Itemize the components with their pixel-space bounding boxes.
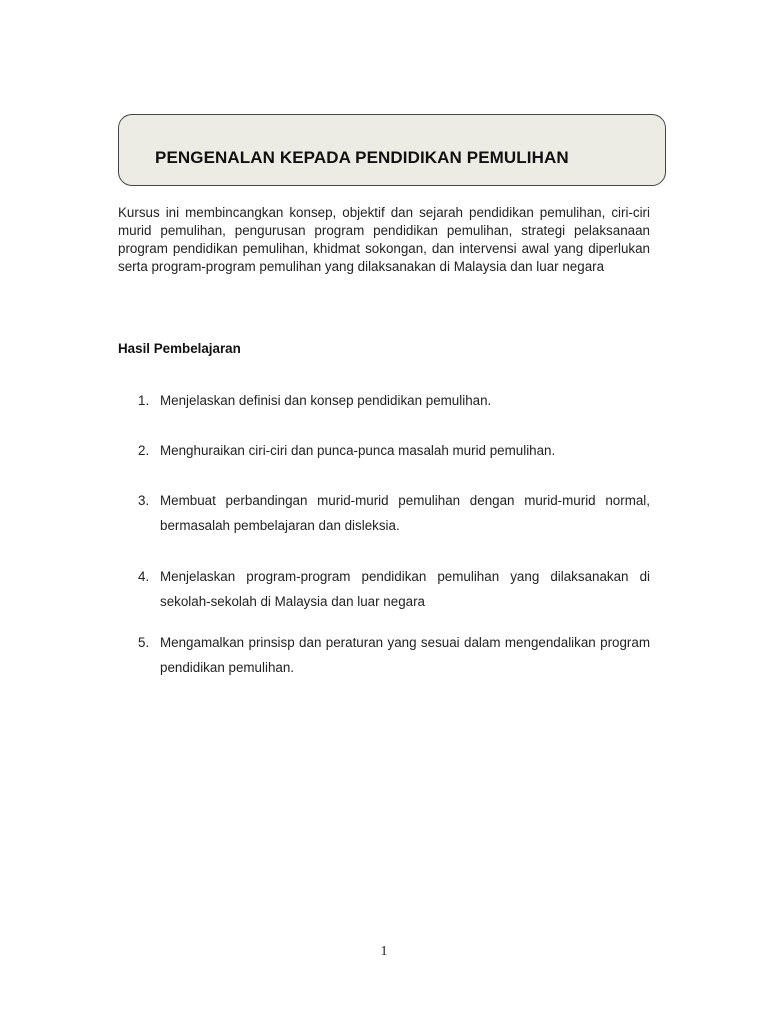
outcome-text: Membuat perbandingan murid-murid pemulihan dengan murid-murid normal, bermasalah pembelajaran dan disleksia. [160, 493, 650, 533]
outcome-number: 5. [138, 635, 150, 650]
document-title: PENGENALAN KEPADA PENDIDIKAN PEMULIHAN [155, 148, 569, 167]
outcome-number: 4. [138, 569, 150, 584]
outcome-text: Menjelaskan definisi dan konsep pendidikan pemulihan. [160, 393, 492, 408]
outcome-number: 3. [138, 493, 150, 508]
intro-paragraph: Kursus ini membincangkan konsep, objektif dan sejarah pendidikan pemulihan, ciri-ciri murid pemulihan, pengurusan program pendidikan pemulihan, strategi pelaksanaan program pendidikan pemulihan, khidmat sokongan, dan intervensi awal yang diperlukan serta program-program pemulihan yang dilaksanakan di Malaysia dan luar negara [118, 205, 650, 274]
learning-outcomes-heading: Hasil Pembelajaran [118, 341, 241, 356]
outcome-number: 2. [138, 443, 150, 458]
page-number: 1 [380, 944, 388, 959]
outcome-number: 1. [138, 393, 150, 408]
outcome-text: Mengamalkan prinsisp dan peraturan yang sesuai dalam mengendalikan program pendidikan pemulihan. [160, 635, 650, 675]
outcome-text: Menghuraikan ciri-ciri dan punca-punca masalah murid pemulihan. [160, 443, 556, 458]
title-box [118, 114, 666, 186]
outcome-text: Menjelaskan program-program pendidikan pemulihan yang dilaksanakan di sekolah-sekolah di Malaysia dan luar negara [160, 569, 650, 609]
